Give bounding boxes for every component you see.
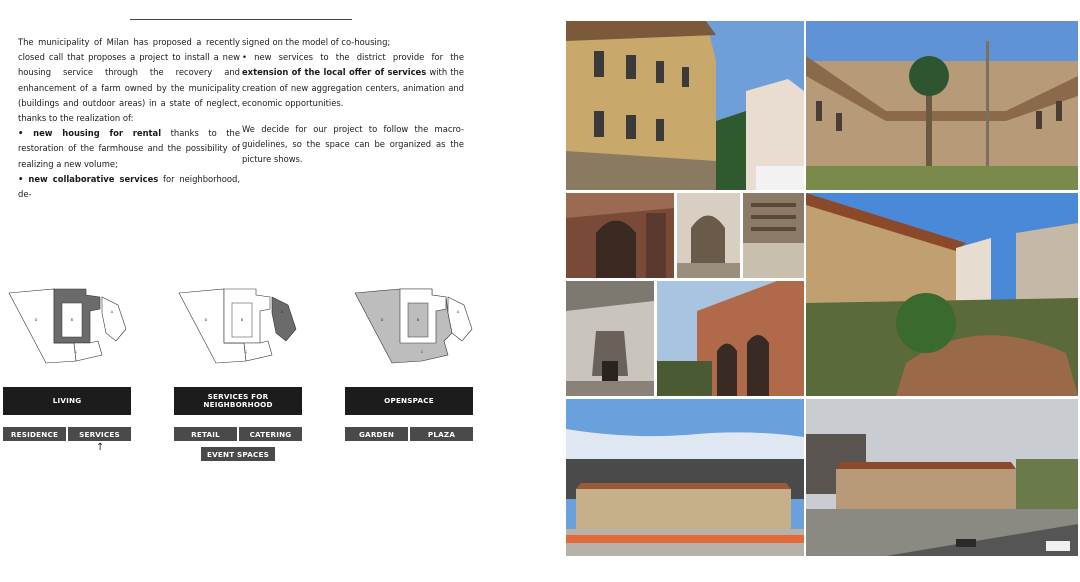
- photo-ruined-fireplace: [566, 281, 654, 396]
- photo-arched-doorway: [677, 193, 740, 278]
- plan-block-a: [448, 297, 472, 341]
- plan-label-b: B: [416, 318, 420, 322]
- plan-label-c: C: [74, 350, 78, 354]
- plan-label-d: D: [380, 318, 384, 322]
- plan-label-a: A: [280, 310, 284, 314]
- col1-paragraph: The municipality of Milan has proposed a recently closed call that proposes a project to install a new housing service through the recovery and enhancement of a farm owned by the municipality (buildings and outdoor areas) in a state of neglect, thanks to the realization of:: [18, 37, 240, 124]
- col1-bullet-item: • new collaborative services for neighborhood, de-: [18, 173, 241, 200]
- tag-retail: RETAIL: [174, 427, 237, 441]
- text-column-1: [18, 35, 240, 202]
- photo-courtyard-palm: [806, 21, 1078, 190]
- plan-label-b: B: [240, 318, 244, 322]
- plan-label-c: C: [420, 350, 424, 354]
- plan-block-a: [272, 297, 296, 341]
- tag-garden: GARDEN: [345, 427, 408, 441]
- col1-bullet-item: • new housing for rental thanks to the restoration of the farmhouse and the possibility of realizing a new volume;: [18, 128, 241, 169]
- plan-label-d: D: [204, 318, 208, 322]
- plan-label-d: D: [34, 318, 38, 322]
- col1-bullet-bold: • new collaborative services: [18, 173, 159, 184]
- living-label: LIVING: [3, 387, 131, 415]
- photo-farm-apartments-left: [566, 399, 804, 556]
- photo-brick-arches: [566, 193, 674, 278]
- photo-farm-apartments-right: [806, 399, 1078, 556]
- tag-residence: RESIDENCE: [3, 427, 66, 441]
- photo-overgrown-ruins: [806, 193, 1078, 396]
- tag-plaza: PLAZA: [410, 427, 473, 441]
- col2-paragraph: We decide for our project to follow the macro-guidelines, so the space can be organized as the picture shows.: [242, 124, 464, 165]
- photo-wooden-stairs: [743, 193, 804, 278]
- col2-spacer: [242, 111, 464, 122]
- col1-bullet-bold: • new housing for rental: [18, 128, 162, 139]
- header-rule: [130, 19, 352, 20]
- plan-label-a: A: [456, 310, 460, 314]
- plan-block-a: [102, 297, 126, 341]
- photo-street-farmhouse: [566, 21, 804, 190]
- site-plan-services: [176, 283, 300, 365]
- services-label-line1: SERVICES FOR: [207, 391, 269, 401]
- tag-event-spaces: EVENT SPACES: [201, 447, 275, 461]
- col2-paragraph: signed on the model of co-housing;: [242, 37, 391, 47]
- text-column-2: [242, 35, 464, 168]
- services-neighborhood-label: [174, 387, 302, 415]
- plan-label-b: B: [70, 318, 74, 322]
- tag-services: SERVICES: [68, 427, 131, 441]
- services-label-line2: NEIGHBORHOOD: [203, 400, 273, 409]
- col2-bullet-bold: extension of the local offer of services: [242, 67, 427, 78]
- plan-label-c: C: [244, 350, 248, 354]
- site-plan-openspace: [352, 283, 476, 365]
- plan-label-a: A: [110, 310, 114, 314]
- photo-arcade-wall: [657, 281, 804, 396]
- openspace-label: OPENSPACE: [345, 387, 473, 415]
- tag-catering: CATERING: [239, 427, 302, 441]
- col2-bullet-item: • new services to the district provide for the extension of the local offer of services with the creation of new aggregation centers, animation and economic opportunities.: [242, 52, 464, 108]
- site-plan-living: [6, 283, 130, 365]
- arrow-up-icon: ↑: [96, 442, 105, 453]
